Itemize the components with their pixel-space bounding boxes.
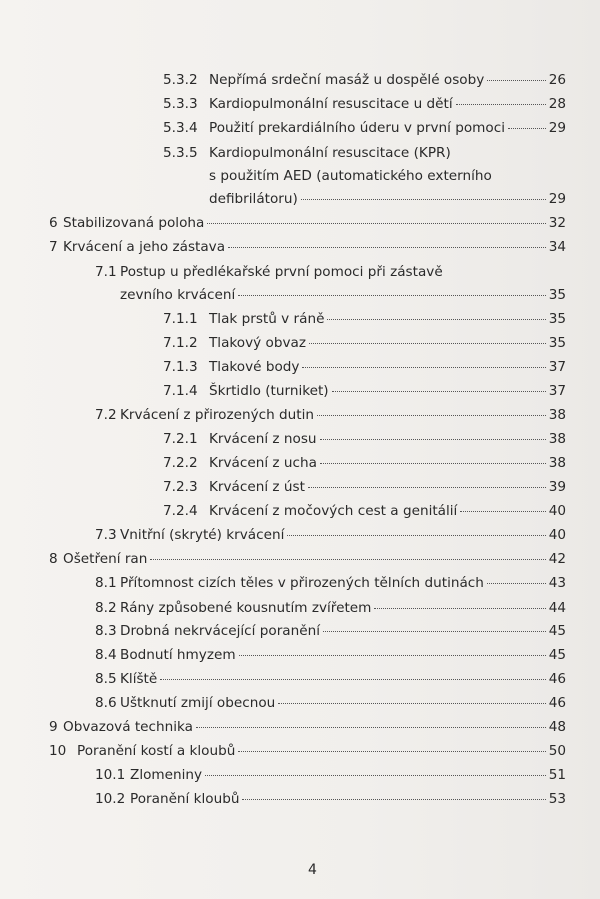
toc-entry-page: 40 xyxy=(548,503,566,519)
dot-leader xyxy=(320,463,546,464)
toc-entry-number: 5.3.3 xyxy=(163,96,198,112)
toc-entry-title: Stabilizovaná poloha xyxy=(63,215,205,231)
toc-entry[interactable] xyxy=(49,549,566,569)
toc-entry-title: Tlakový obvaz xyxy=(209,335,306,351)
toc-entry-number: 7.1.2 xyxy=(163,335,198,351)
dot-leader xyxy=(320,439,546,440)
toc-entry-page: 26 xyxy=(548,72,566,88)
dot-leader xyxy=(323,631,546,632)
toc-entry-number: 7.1.4 xyxy=(163,383,198,399)
toc-entry[interactable] xyxy=(95,693,566,713)
toc-entry[interactable] xyxy=(163,333,566,353)
toc-entry[interactable] xyxy=(163,477,566,497)
dot-leader xyxy=(242,799,546,800)
toc-entry-number: 7.2.2 xyxy=(163,455,198,471)
toc-entry[interactable] xyxy=(163,501,566,521)
dot-leader xyxy=(460,511,546,512)
toc-entry[interactable] xyxy=(49,741,566,761)
toc-entry-title: Uštknutí zmijí obecnou xyxy=(120,695,276,711)
toc-entry-page: 38 xyxy=(548,431,566,447)
toc-entry-title: Kardiopulmonální resuscitace (KPR) xyxy=(209,145,451,161)
toc-entry-title: Tlakové body xyxy=(209,359,300,375)
toc-entry-number: 10.2 xyxy=(95,791,126,807)
toc-entry-number: 10.1 xyxy=(95,767,126,783)
toc-entry-title: Krvácení z přirozených dutin xyxy=(120,407,315,423)
toc-entry-page: 32 xyxy=(548,215,566,231)
dot-leader xyxy=(301,199,546,200)
toc-entry-page: 45 xyxy=(548,647,566,663)
toc-entry-page: 29 xyxy=(548,191,566,207)
toc-entry-number: 8.1 xyxy=(95,575,117,591)
toc-entry[interactable] xyxy=(95,573,566,593)
toc-entry-page: 34 xyxy=(548,239,566,255)
dot-leader xyxy=(150,559,546,560)
toc-entry-title: Drobná nekrvácející poranění xyxy=(120,623,320,639)
toc-entry-page: 35 xyxy=(548,335,566,351)
toc-entry-title: Kardiopulmonální resuscitace u dětí xyxy=(209,96,453,112)
toc-entry-number: 10 xyxy=(49,743,67,759)
toc-entry-title: Krvácení z močových cest a genitálií xyxy=(209,503,458,519)
toc-entry-title: Krvácení z úst xyxy=(209,479,305,495)
dot-leader xyxy=(287,535,546,536)
toc-entry-page: 28 xyxy=(548,96,566,112)
toc-entry-number: 8.4 xyxy=(95,647,117,663)
toc-entry-page: 38 xyxy=(548,407,566,423)
toc-entry-page: 40 xyxy=(548,527,566,543)
toc-entry-number: 7.2.1 xyxy=(163,431,198,447)
toc-entry-number: 8.3 xyxy=(95,623,117,639)
toc-entry-number: 6 xyxy=(49,215,58,231)
toc-entry-number: 7.2 xyxy=(95,407,117,423)
dot-leader xyxy=(302,367,546,368)
toc-entry-page: 46 xyxy=(548,671,566,687)
toc-entry[interactable] xyxy=(95,765,566,785)
toc-entry[interactable] xyxy=(163,381,566,401)
toc-entry-number: 8.6 xyxy=(95,695,117,711)
toc-entry-title: Obvazová technika xyxy=(63,719,193,735)
toc-entry[interactable] xyxy=(163,70,566,90)
toc-entry[interactable] xyxy=(95,789,566,809)
dot-leader xyxy=(205,775,546,776)
toc-entry[interactable] xyxy=(95,621,566,641)
toc-entry[interactable] xyxy=(95,405,566,425)
toc-entry-page: 37 xyxy=(548,383,566,399)
toc-entry-title: Krvácení z ucha xyxy=(209,455,317,471)
dot-leader xyxy=(239,655,546,656)
dot-leader xyxy=(160,679,546,680)
toc-entry[interactable] xyxy=(95,598,566,618)
toc-entry-number: 8.5 xyxy=(95,671,117,687)
toc-entry-page: 50 xyxy=(548,743,566,759)
toc-entry[interactable] xyxy=(120,285,566,305)
toc-entry-page: 43 xyxy=(548,575,566,591)
dot-leader xyxy=(456,104,546,105)
toc-entry[interactable] xyxy=(95,669,566,689)
toc-entry[interactable] xyxy=(95,645,566,665)
dot-leader xyxy=(309,343,546,344)
toc-entry[interactable] xyxy=(209,189,566,209)
dot-leader xyxy=(332,391,546,392)
toc-entry-title: Použití prekardiálního úderu v první pomoci xyxy=(209,120,505,136)
toc-entry[interactable] xyxy=(163,429,566,449)
toc-entry-number: 8 xyxy=(49,551,58,567)
dot-leader xyxy=(278,703,546,704)
toc-entry-page: 35 xyxy=(548,287,566,303)
toc-entry-page: 29 xyxy=(548,120,566,136)
toc-entry-title: Ošetření ran xyxy=(63,551,148,567)
toc-entry-title: Krvácení z nosu xyxy=(209,431,317,447)
toc-entry-page: 38 xyxy=(548,455,566,471)
toc-entry-title: Rány způsobené kousnutím zvířetem xyxy=(120,600,372,616)
toc-entry-title: Bodnutí hmyzem xyxy=(120,647,236,663)
toc-entry-title: Vnitřní (skryté) krvácení xyxy=(120,527,285,543)
toc-entry-number: 5.3.4 xyxy=(163,120,198,136)
toc-entry-page: 48 xyxy=(548,719,566,735)
toc-entry-title: Přítomnost cizích těles v přirozených tělních dutinách xyxy=(120,575,484,591)
dot-leader xyxy=(374,608,546,609)
toc-entry[interactable] xyxy=(163,118,566,138)
toc-entry[interactable] xyxy=(163,453,566,473)
toc-entry-number: 7.1.1 xyxy=(163,311,198,327)
toc-entry-page: 46 xyxy=(548,695,566,711)
toc-entry-number: 7 xyxy=(49,239,58,255)
toc-entry-page: 44 xyxy=(548,600,566,616)
toc-entry-number: 7.2.4 xyxy=(163,503,198,519)
toc-entry-number: 8.2 xyxy=(95,600,117,616)
toc-entry[interactable] xyxy=(49,237,566,257)
toc-entry[interactable] xyxy=(95,262,566,282)
dot-leader xyxy=(487,80,546,81)
toc-entry-title: Tlak prstů v ráně xyxy=(209,311,325,327)
toc-entry-title: Poranění kostí a kloubů xyxy=(77,743,236,759)
toc-entry[interactable] xyxy=(49,213,566,233)
dot-leader xyxy=(228,247,546,248)
dot-leader xyxy=(207,223,546,224)
dot-leader xyxy=(327,319,546,320)
toc-entry-number: 7.1.3 xyxy=(163,359,198,375)
dot-leader xyxy=(308,487,546,488)
toc-entry[interactable] xyxy=(163,357,566,377)
toc-entry-title: Zlomeniny xyxy=(130,767,203,783)
toc-entry[interactable] xyxy=(95,525,566,545)
toc-entry-number: 7.2.3 xyxy=(163,479,198,495)
toc-entry-number: 5.3.5 xyxy=(163,145,198,161)
toc-entry-title: Nepřímá srdeční masáž u dospělé osoby xyxy=(209,72,485,88)
toc-entry[interactable] xyxy=(49,717,566,737)
toc-entry-title: Krvácení a jeho zástava xyxy=(63,239,226,255)
toc-entry-number: 9 xyxy=(49,719,58,735)
toc-entry-number: 7.1 xyxy=(95,264,117,280)
toc-entry[interactable] xyxy=(163,309,566,329)
dot-leader xyxy=(508,128,546,129)
toc-entry-page: 53 xyxy=(548,791,566,807)
toc-entry-title: Postup u předlékařské první pomoci při zástavě xyxy=(120,264,443,280)
toc-entry-title: Klíště xyxy=(120,671,158,687)
toc-entry[interactable] xyxy=(163,94,566,114)
page-number: 4 xyxy=(308,862,317,878)
toc-entry-page: 45 xyxy=(548,623,566,639)
dot-leader xyxy=(238,295,546,296)
toc-entry-page: 39 xyxy=(548,479,566,495)
toc-entry[interactable] xyxy=(209,166,566,186)
toc-entry-title: Poranění kloubů xyxy=(130,791,240,807)
toc-entry-title: zevního krvácení xyxy=(120,287,236,303)
toc-entry-title: defibrilátoru) xyxy=(209,191,298,207)
dot-leader xyxy=(487,583,546,584)
toc-entry-page: 51 xyxy=(548,767,566,783)
toc-entry[interactable] xyxy=(163,143,566,163)
toc-entry-page: 35 xyxy=(548,311,566,327)
toc-entry-number: 7.3 xyxy=(95,527,117,543)
toc-entry-title: s použitím AED (automatického externího xyxy=(209,168,492,184)
toc-entry-number: 5.3.2 xyxy=(163,72,198,88)
dot-leader xyxy=(238,751,546,752)
toc-entry-page: 42 xyxy=(548,551,566,567)
dot-leader xyxy=(317,415,546,416)
dot-leader xyxy=(196,727,546,728)
toc-entry-title: Škrtidlo (turniket) xyxy=(209,383,329,399)
toc-entry-page: 37 xyxy=(548,359,566,375)
